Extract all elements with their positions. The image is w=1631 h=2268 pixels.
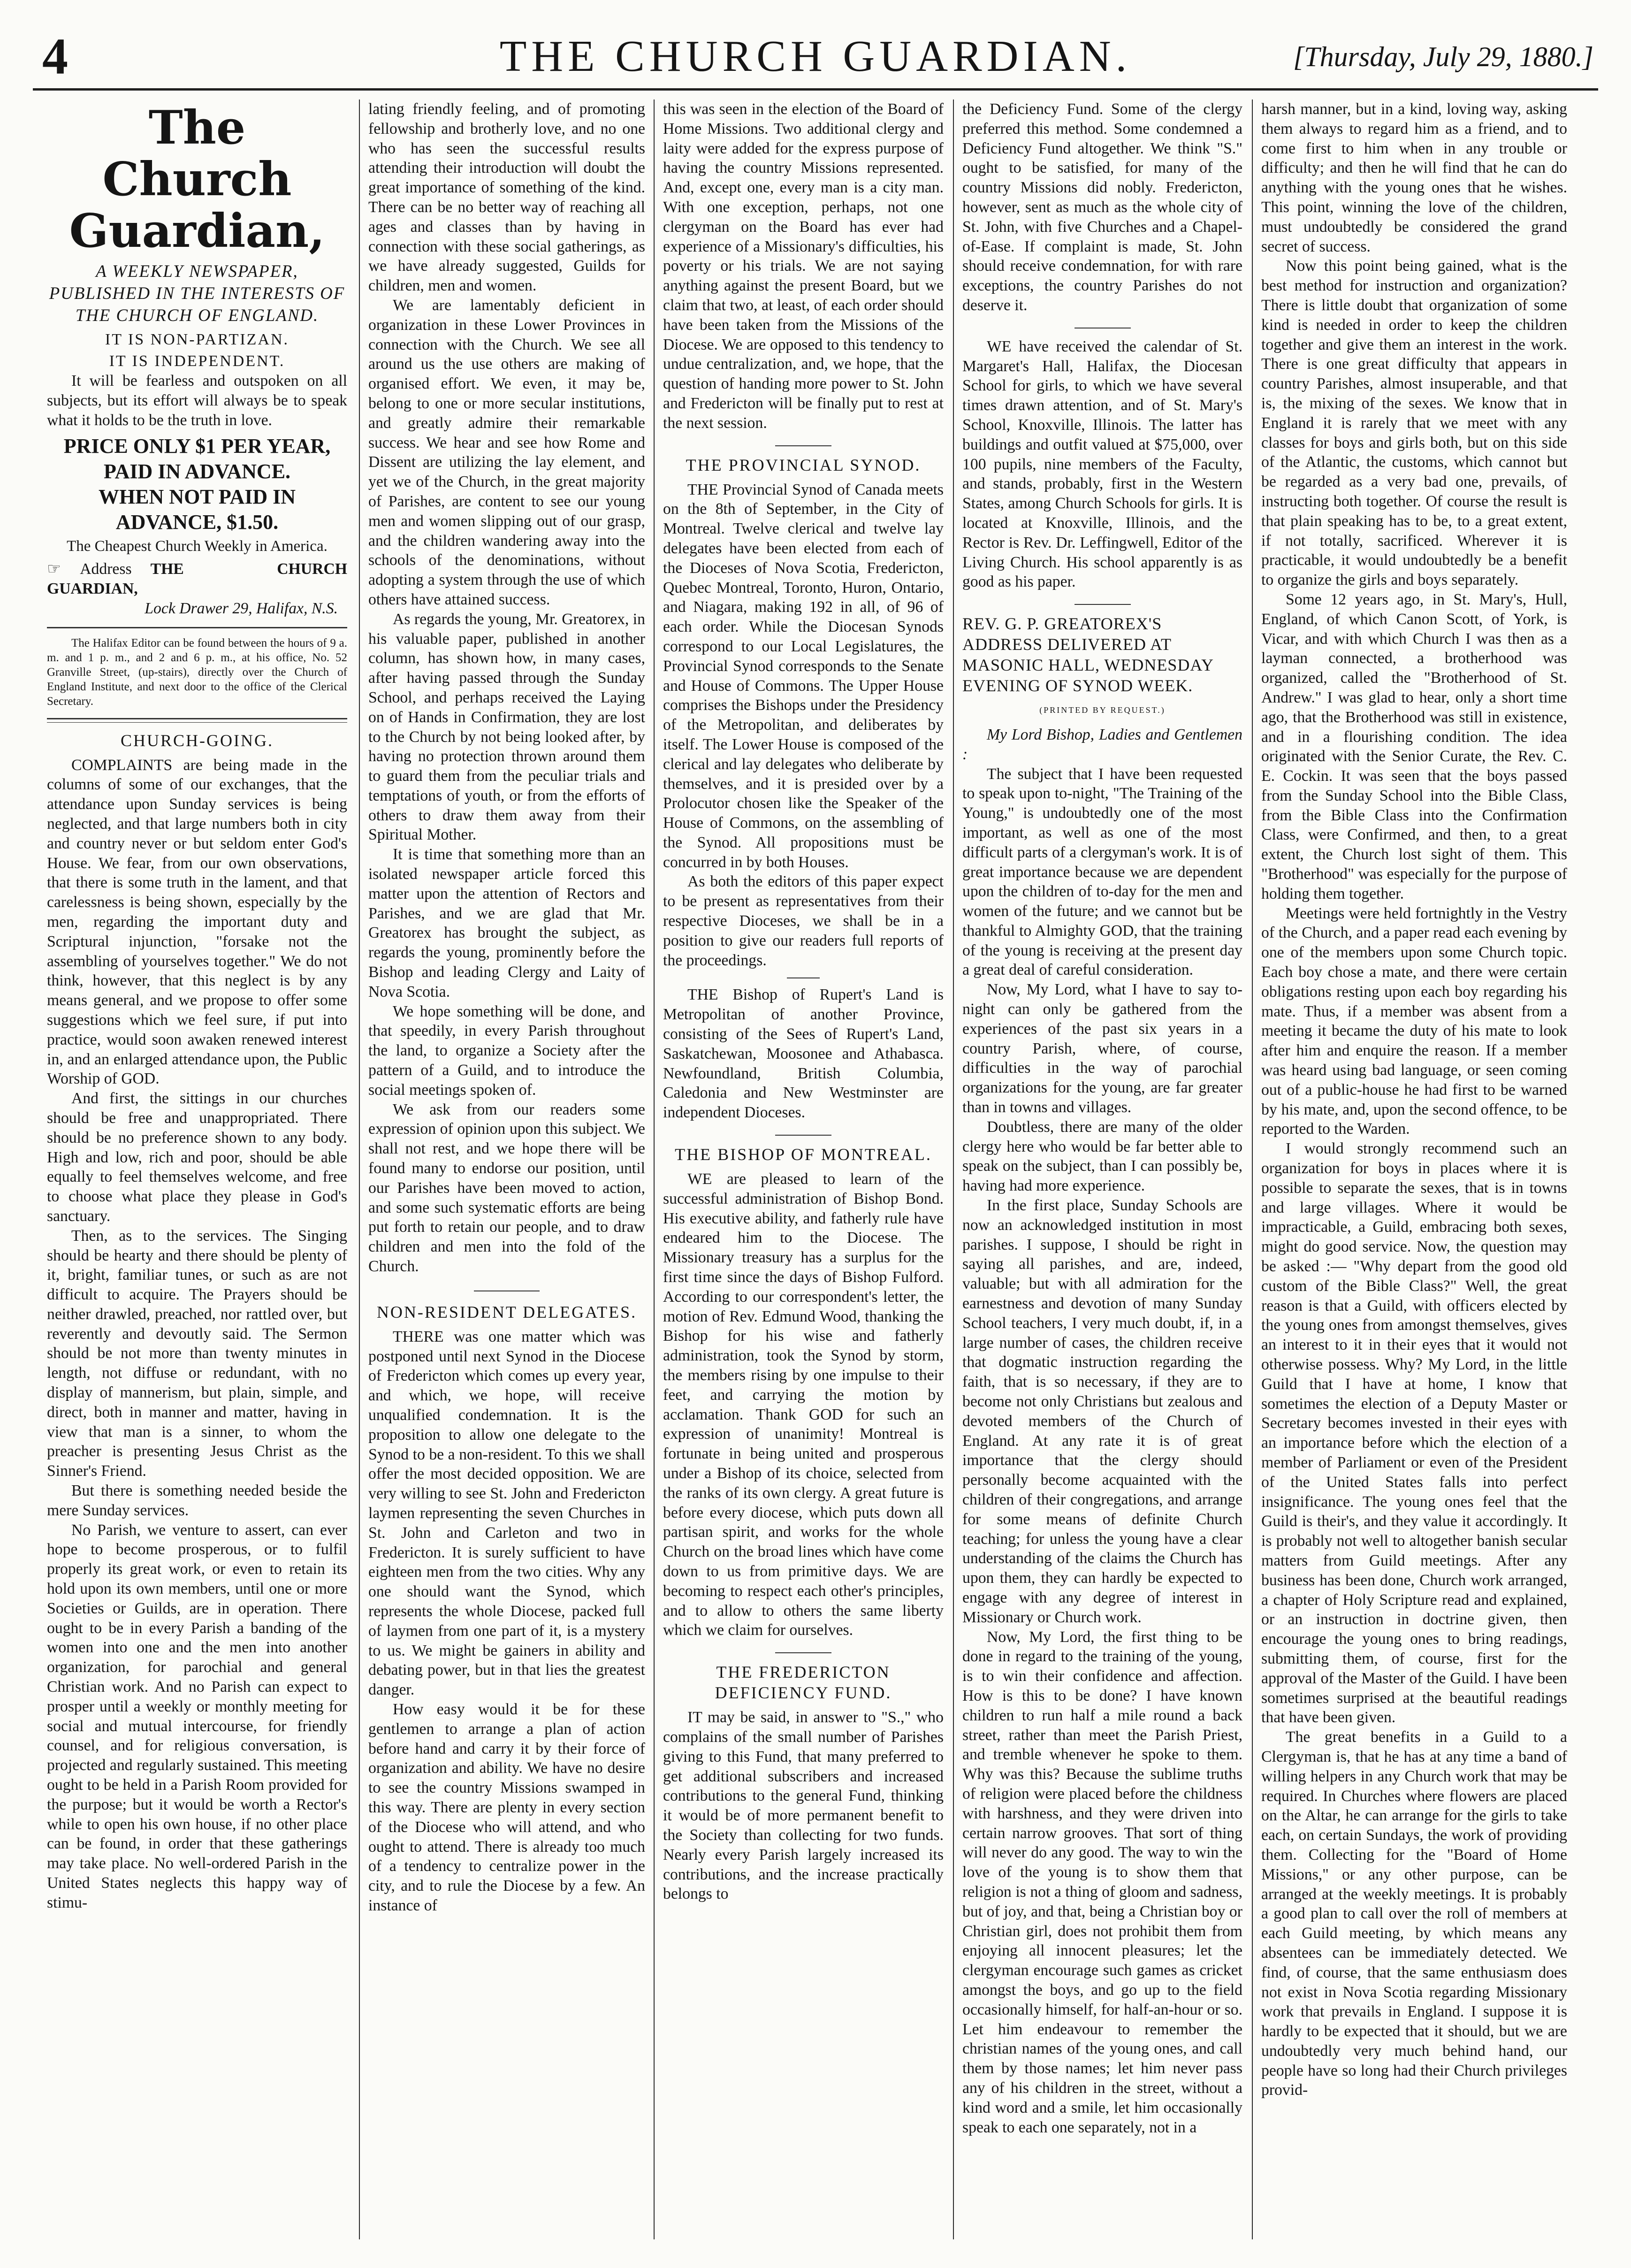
article-paragraph: THE Bishop of Rupert's Land is Metropolitan of another Province, consisting of the Sees of Rupert's Land, Saskatchewan, Moosonee and Athabasca. Newfoundland, British Columbia, Caledonia and New Westminster are independent Dioceses. [663, 986, 944, 1122]
editor-notice: The Halifax Editor can be found between the hours of 9 a. m. and 1 p. m., and 2 and 6 p. m., at his office, No. 52 Granville Street, (up-stairs), directly over the Church of England Institute, and next door to the office of the Clerical Secretary. [47, 636, 347, 708]
header-rule [33, 88, 1598, 91]
page-header [33, 23, 1598, 89]
issue-date-value: July 29, 1880. [1423, 41, 1583, 72]
article-paragraph: THE Provincial Synod of Canada meets on the 8th of September, in the City of Montreal. Twelve clerical and twelve lay delegates have been elected from each of the Dioceses of Nova Scotia, Fredericton, Quebec Montreal, Toronto, Huron, Ontario, and Niagara, making 192 in all, of 96 of each order. While the Diocesan Synods correspond to our Local Legislatures, the Provincial Synod corresponds to the Senate and House of Commons. The Upper House comprises the Bishops under the Presidency of the Metropolitan, and deliberates by itself. The Lower House is composed of the clerical and lay delegates who deliberate by themselves, and it is presided over by a Prolocutor chosen like the Speaker of the House of Commons, on the assembling of the Synod. All propositions must be concurred in by both Houses. [663, 481, 944, 871]
address-box: Lock Drawer 29, Halifax, N.S. [145, 599, 338, 617]
article-heading: REV. G. P. GREATOREX'S ADDRESS DELIVERED AT MASONIC HALL, WEDNESDAY EVENING OF SYNOD WEEK. [962, 614, 1213, 695]
section-divider [775, 1135, 831, 1136]
article-paragraph: Doubtless, there are many of the older clergy here who would be far better able to speak on the subject, than I can possibly be, having had more experience. [962, 1118, 1242, 1195]
article-heading: THE PROVINCIAL SYNOD. [686, 455, 921, 474]
article-paragraph: It is time that something more than an isolated newspaper article forced this matter upon the attention of Rectors and Parishes, and we are glad that Mr. Greatorex has brought the subject, as regards the young, prominently before the Bishop and leading Clergy and Laity of Nova Scotia. [368, 846, 645, 1000]
column-divider [359, 99, 360, 2239]
article-paragraph: Meetings were held fortnightly in the Vestry of the Church, and a paper read each evening by one of the members upon some Church topic. Each boy chose a mate, and there were certain obligations resting upon each boy regarding his mate. Thus, if a member was absent from a meeting it became the duty of his mate to look after him and enquire the reason. If a member was heard using bad language, or seen coming out of a public-house he had first to be warned by his mate, and, upon the second offence, to be reported to the Warden. [1261, 904, 1567, 1138]
section-divider [775, 445, 831, 446]
section-rule [47, 627, 347, 628]
address-name: THE CHURCH GUARDIAN, [47, 560, 347, 597]
column-divider [953, 99, 954, 2239]
salutation: My Lord Bishop, Ladies and Gentlemen : [962, 725, 1242, 763]
article-paragraph: We are lamentably deficient in organization in these Lower Provinces in connection with the Church. We see all around us the use others are making of organised effort. We even, it may be, belong to one or more secular institutions, and greatly admire their remarkable success. We hear and see how Rome and Dissent are utilizing the lay element, and yet we of the Church, in the great majority of Parishes, are content to see our young men and women slipping out of our grasp, and the children wandering away into the schools of the denominations, without adopting a system through the use of which others have attained success. [368, 296, 645, 608]
article-paragraph: We hope something will be done, and that speedily, in every Parish throughout the land, to organize a Society after the pattern of a Guild, and to introduce the social meetings spoken of. [368, 1002, 645, 1099]
section-divider [1075, 604, 1131, 605]
column-2 [368, 99, 645, 2239]
article-paragraph: THERE was one matter which was postponed until next Synod in the Diocese of Fredericton which comes up every year, and which, we hope, will receive unqualified condemnation. It is the proposition to allow one delegate to the Synod to be a non-resident. To this we shall offer the most decided opposition. We are very willing to see St. John and Fredericton laymen representing the seven Churches in St. John and Carleton and two in Fredericton. It is surely sufficient to have eighteen men from the two cities. Why any one should want the Synod, which represents the whole Diocese, packed full of laymen from one part of it, is a mystery to us. We might be gainers in ability and debating power, but in that lies the greatest danger. [368, 1328, 645, 1699]
price-in-advance: PRICE ONLY $1 PER YEAR, PAID IN ADVANCE. [63, 435, 331, 483]
article-paragraph: We ask from our readers some expression of opinion upon this subject. We shall not rest, and we hope there will be found many to endorse our position, until our Parishes have been moved to action, and some such systematic efforts are being put forth to retain our people, and to draw children and men into the fold of the Church. [368, 1100, 645, 1275]
column-5 [1261, 99, 1567, 2239]
article-paragraph: In the first place, Sunday Schools are now an acknowledged institution in most parishes. I suppose, I should be right in saying all parishes, and are, indeed, valuable; but with all admiration for the earnestness and devotion of many Sunday School teachers, I very much doubt, if, in a large number of cases, the children receive that dogmatic instruction regarding the faith, that is so necessary, if they are to become not only Christians but zealous and devoted members of the Church of England. At any rate it is of great importance that the clergy should personally become acquainted with the children of their congregations, and arrange for some means of definite Church teaching; for unless the young have a clear understanding of the claims the Church has upon them, they can hardly be expected to engage with any degree of interest in Missionary or Church work. [962, 1197, 1242, 1626]
column-1 [47, 99, 347, 2239]
article-paragraph: WE are pleased to learn of the successful administration of Bishop Bond. His executive ability, and fatherly rule have endeared him to the Diocese. The Missionary treasury has a surplus for the first time since the days of Bishop Fulford. According to our correspondent's letter, the motion of Rev. Edmund Wood, thanking the Bishop for his wise and fatherly administration, took the Synod by storm, the members rising by one impulse to their feet, and carrying the motion by acclamation. Thank GOD for such an expression of unanimity! Montreal is fortunate in being united and prosperous under a Bishop of its choice, selected from the ranks of its own clergy. A great future is before every diocese, which puts down all partisan spirit, and works for the whole Church on the broad lines which have come down to us from primitive days. We are becoming to respect each other's principles, and to allow to others the same liberty which we claim for ourselves. [663, 1170, 944, 1639]
article-paragraph: As both the editors of this paper expect to be present as representatives from their respective Dioceses, we shall be in a position to give our readers full reports of the proceedings. [663, 873, 944, 969]
article-paragraph: the Deficiency Fund. Some of the clergy preferred this method. Some condemned a Deficiency Fund altogether. We think "S." ought to be satisfied, for many of the country Missions did nobly. Fredericton, however, sent as much as the whole city of St. John, with five Churches and a Chapel-of-Ease. If complaint is made, St. John should receive condemnation, for with rare exceptions, the country Parishes do not deserve it. [962, 100, 1242, 314]
section-rule [47, 722, 347, 723]
article-paragraph: As regards the young, Mr. Greatorex, in his valuable paper, published in another column, has shown how, in many cases, after having passed through the Sunday School, and perhaps received the Laying on of Hands in Confirmation, they are lost to the Church by not being looked after, by having no protection thrown around them to guard them from the peculiar trials and temptations of youth, or from the efforts of others to draw them away from their Spiritual Mother. [368, 610, 645, 844]
masthead-name: The Church Guardian, [69, 101, 325, 258]
article-heading: CHURCH-GOING. [121, 731, 274, 750]
article-paragraph: WE have received the calendar of St. Margaret's Hall, Halifax, the Diocesan School for girls, to which we have several times drawn attention, and of St. Mary's School, Knoxville, Illinois. The latter has buildings and outfit valued at $75,000, over 100 pupils, nine members of the Faculty, and stands, probably, first in the Western States, among Church Schools for girls. It is located at Knoxville, Illinois, and the Rector is Rev. Dr. Leffingwell, Editor of the Living Church. His school apparently is as good as his paper. [962, 337, 1242, 591]
article-paragraph: But there is something needed beside the mere Sunday services. [47, 1482, 347, 1519]
masthead-tagline: A WEEKLY NEWSPAPER, PUBLISHED IN THE INTERESTS OF THE CHURCH OF ENGLAND. [49, 261, 345, 325]
cheapest-weekly: The Cheapest Church Weekly in America. [67, 538, 328, 555]
masthead-statement: It will be fearless and outspoken on all subjects, but its effort will always be to speak what it holds to be the truth in love. [47, 372, 347, 429]
article-paragraph: Then, as to the services. The Singing should be hearty and there should be plenty of it, bright, familiar tunes, or such as are not difficult to acquire. The Prayers should be neither drawled, preached, nor rattled over, but reverently and devoutly said. The Sermon should be not more than twenty minutes in length, not diffuse or redundant, with no display of mannerism, but plain, simple, and direct, both in manner and matter, having in view that man is a sinner, to whom the preacher is presenting Jesus Christ as the Sinner's Friend. [47, 1227, 347, 1480]
article-heading: NON-RESIDENT DELEGATES. [376, 1302, 637, 1321]
article-paragraph: lating friendly feeling, and of promoting fellowship and brotherly love, and no one who has seen the successful results attending their introduction will doubt the great importance of something of the kind. There can be no better way of reaching all ages and classes than by having in connection with these social gatherings, as we have already suggested, Guilds for children, men and women. [368, 100, 645, 295]
article-paragraph: The great benefits in a Guild to a Clergyman is, that he has at any time a band of willing helpers in any Church work that may be required. In Churches where flowers are placed on the Altar, he can arrange for the girls to take each, on certain Sundays, the work of providing them. Collecting for the "Board of Home Missions," or any other purpose, can be arranged at the weekly meetings. It is probably a good plan to call over the roll of members at each Guild meeting, by which means any absentees can be immediately detected. We find, of course, that the same enthusiasm does not exist in Nova Scotia regarding Missionary work that prevails in England. I suppose it is hardly to be expected that it should, but we are undoubtedly very much behind hand, our people have so long had their Church privileges provid- [1261, 1728, 1567, 2099]
article-paragraph: COMPLAINTS are being made in the columns of some of our exchanges, that the attendance upon Sunday services is being neglected, and that large numbers both in city and country never or but seldom enter God's House. We fear, from our own observations, that there is some truth in the lament, and that carelessness is being shown, especially by the men, regarding the important duty and Scriptural injunction, "forsake not the assembling of yourselves together." We do not think, however, that this neglect is by any means general, and we propose to offer some suggestions which we feel sure, if put into practice, would soon awaken renewed interest in, and an enlarged attendance upon, the Public Worship of GOD. [47, 756, 347, 1088]
article-paragraph: harsh manner, but in a kind, loving way, asking them always to regard him as a friend, and to come first to him when in any trouble or difficulty; and then he will find that he can do anything with the young ones that he wishes. This point, winning the love of the children, must undoubtedly be considered the grand secret of success. [1261, 100, 1567, 255]
article-paragraph: The subject that I have been requested to speak upon to-night, "The Training of the Young," is undoubtedly one of the most important, as well as one of the most difficult parts of a clergyman's work. It is of great importance because we are dependent upon the children of to-day for the men and women of the future; and we cannot but be thankful to Almighty GOD, that the training of the young is receiving at the present day a great deal of careful consideration. [962, 765, 1242, 979]
article-paragraph: And first, the sittings in our churches should be free and unappropriated. There should be no preference shown to any body. High and low, rich and poor, should be able equally to feel themselves welcome, and free to choose what place they please in God's sanctuary. [47, 1090, 347, 1225]
issue-day: Thursday, [1304, 41, 1416, 72]
article-paragraph: Now, My Lord, the first thing to be done in regard to the training of the young, is to win their confidence and affection. How is this to be done? I have known children to run half a mile round a back street, rather than meet the Parish Priest, and tremble whenever he spoke to them. Why was this? Because the sublime truths of religion were placed before the childness with harshness, and they were driven into certain narrow grooves. That sort of thing will never do any good. The way to win the love of the young is to show them that religion is not a thing of gloom and sadness, but of joy, and that, being a Christian boy or Christian girl, does not prohibit them from enjoying all innocent pleasures; let the clergyman encourage such games as cricket amongst the boys, and go up to the field occasionally himself, for half-an-hour or so. Let him endeavour to remember the christian names of the young ones, and call them by those names; let him never pass any of his children in the street, without a kind word and a smile, let him occasionally speak to each one separately, not in a [962, 1628, 1242, 2136]
page-number: 4 [42, 28, 68, 85]
printed-by-request: (PRINTED BY REQUEST.) [1039, 705, 1166, 715]
column-divider [654, 99, 655, 2239]
section-divider [787, 977, 820, 978]
article-paragraph: I would strongly recommend such an organization for boys in places where it is possible to separate the sexes, that is in towns and large villages. Where it would be impracticable, a Guild, embracing both sexes, might do good service. Now, the question may be asked :— "Why depart from the good old custom of the Bible Class?" Well, the great reason is that a Guild, with officers elected by the young ones from amongst themselves, gives an interest to it in their eyes that it would not otherwise possess. Why? My Lord, in the little Guild that I have at home, I know that sometimes the election of a Deputy Master or Secretary becomes invested in their eyes with an importance before which the election of a member of Parliament or even of the President of the United States falls into perfect insignificance. The young ones feel that the Guild is their's, and they value it accordingly. It is probably not well to altogether banish secular matters from Guild meetings. After any business has been done, Church work arranged, a chapter of Holy Scripture read and explained, or an instruction in doctrine given, then encourage the young ones to bring readings, submitting them, of course, first for the approval of the Master of the Guild. I have been sometimes surprised at the beautiful readings that have been given. [1261, 1140, 1567, 1726]
column-4 [962, 99, 1242, 2239]
article-paragraph: How easy would it be for these gentlemen to arrange a plan of action before hand and carry it by their force of organization and ability. We have no desire to see the country Missions swamped in this way. There are plenty in every section of the Diocese who will attend, and who ought to attend. There is already too much of a tendency to centralize power in the city, and to rule the Diocese by a few. An instance of [368, 1700, 645, 1914]
article-heading: THE BISHOP OF MONTREAL. [675, 1145, 932, 1164]
section-rule [47, 718, 347, 719]
article-paragraph: this was seen in the election of the Board of Home Missions. Two additional clergy and laity were added for the express purpose of having the country Missions represented. And, except one, every man is a city man. With one exception, perhaps, not one clergyman on the Board has ever had experience of a Missionary's difficulties, his poverty or his trials. We are not saying anything against the present Board, but we claim that two, at least, of each order should have been taken from the Missions of the Diocese. We are opposed to this tendency to undue centralization, and, we hope, that the question of handing more power to St. John and Fredericton will be finally put to rest at the next session. [663, 100, 944, 432]
article-heading: THE FREDERICTON DEFICIENCY FUND. [715, 1663, 892, 1703]
pointing-hand-icon: ☞ [47, 560, 61, 578]
column-divider [1252, 99, 1253, 2239]
article-paragraph: IT may be said, in answer to "S.," who complains of the small number of Parishes giving to this Fund, that many preferred to get additional subscribers and increased contributions to the general Fund, thinking it would be of more permanent benefit to the Society than collecting for two funds. Nearly every Parish largely increased its contributions, and the increase practically belongs to [663, 1709, 944, 1903]
masthead-independent: IT IS INDEPENDENT. [109, 352, 285, 370]
article-paragraph: No Parish, we venture to assert, can ever hope to become prosperous, or to fulfil properly its great work, or even to retain its hold upon its own members, until one or more Societies or Guilds, are in operation. There ought to be in every Parish a banding of the women into one and the men into another organization, for parochial and general Christian work. And no Parish can expect to prosper until a weekly or monthly meeting for social and mutual intercourse, for friendly counsel, and for religious conversation, is projected and regularly sustained. This meeting ought to be held in a Parish Room provided for the purpose; but it would be worth a Rector's while to open his own house, if no other place can be found, in order that these gatherings may take place. No well-ordered Parish in the United States neglects this happy way of stimu- [47, 1521, 347, 1911]
column-3 [663, 99, 944, 2239]
address-label: Address [80, 560, 132, 578]
article-paragraph: Now this point being gained, what is the best method for instruction and organization? There is little doubt that organization of some kind is needed in order to keep the children together and give them an interest in the work. There is one great difficulty that appears in country Parishes, almost insuperable, and that is, the mixing of the sexes. We know that in England it is rarely that we meet with any classes for boys and girls both, but on this side of the Atlantic, the customs, which cannot but be regarded as a very bad one, prevails, of instructing both together. Of course the result is that plain speaking has to be, to a great extent, if not totally, sacrificed. Wherever it is practicable, it would undoubtedly be a benefit to organize the girls and boys separately. [1261, 257, 1567, 589]
article-paragraph: Some 12 years ago, in St. Mary's, Hull, England, of which Canon Scott, of York, is Vicar, and with which Church I was then as a layman connected, a brotherhood was organized, called the "Brotherhood of St. Andrew." I was glad to hear, only a short time ago, that the Brotherhood was still in existence, and in a flourishing condition. The idea originated with the Senior Curate, the Rev. C. E. Cockin. It was seen that the boys passed from the Sunday School into the Bible Class, from the Bible Class into the Confirmation Class, were Confirmed, and then, to a great extent, the Church lost sight of them. This "Brotherhood" was especially for the purpose of holding them together. [1261, 590, 1567, 902]
article-paragraph: Now, My Lord, what I have to say to-night can only be gathered from the experiences of the past six years in a country Parish, where, of course, difficulties in the way of parochial organizations for the young, are far greater than in towns and villages. [962, 981, 1242, 1116]
masthead-nonpartizan: IT IS NON-PARTIZAN. [105, 331, 290, 348]
newspaper-title: THE CHURCH GUARDIAN. [499, 32, 1132, 81]
section-divider [775, 1652, 831, 1653]
mailing-address [47, 559, 347, 618]
issue-date: [Thursday, July 29, 1880.] [1293, 41, 1593, 72]
price-not-in-advance: WHEN NOT PAID IN ADVANCE, $1.50. [98, 485, 296, 534]
